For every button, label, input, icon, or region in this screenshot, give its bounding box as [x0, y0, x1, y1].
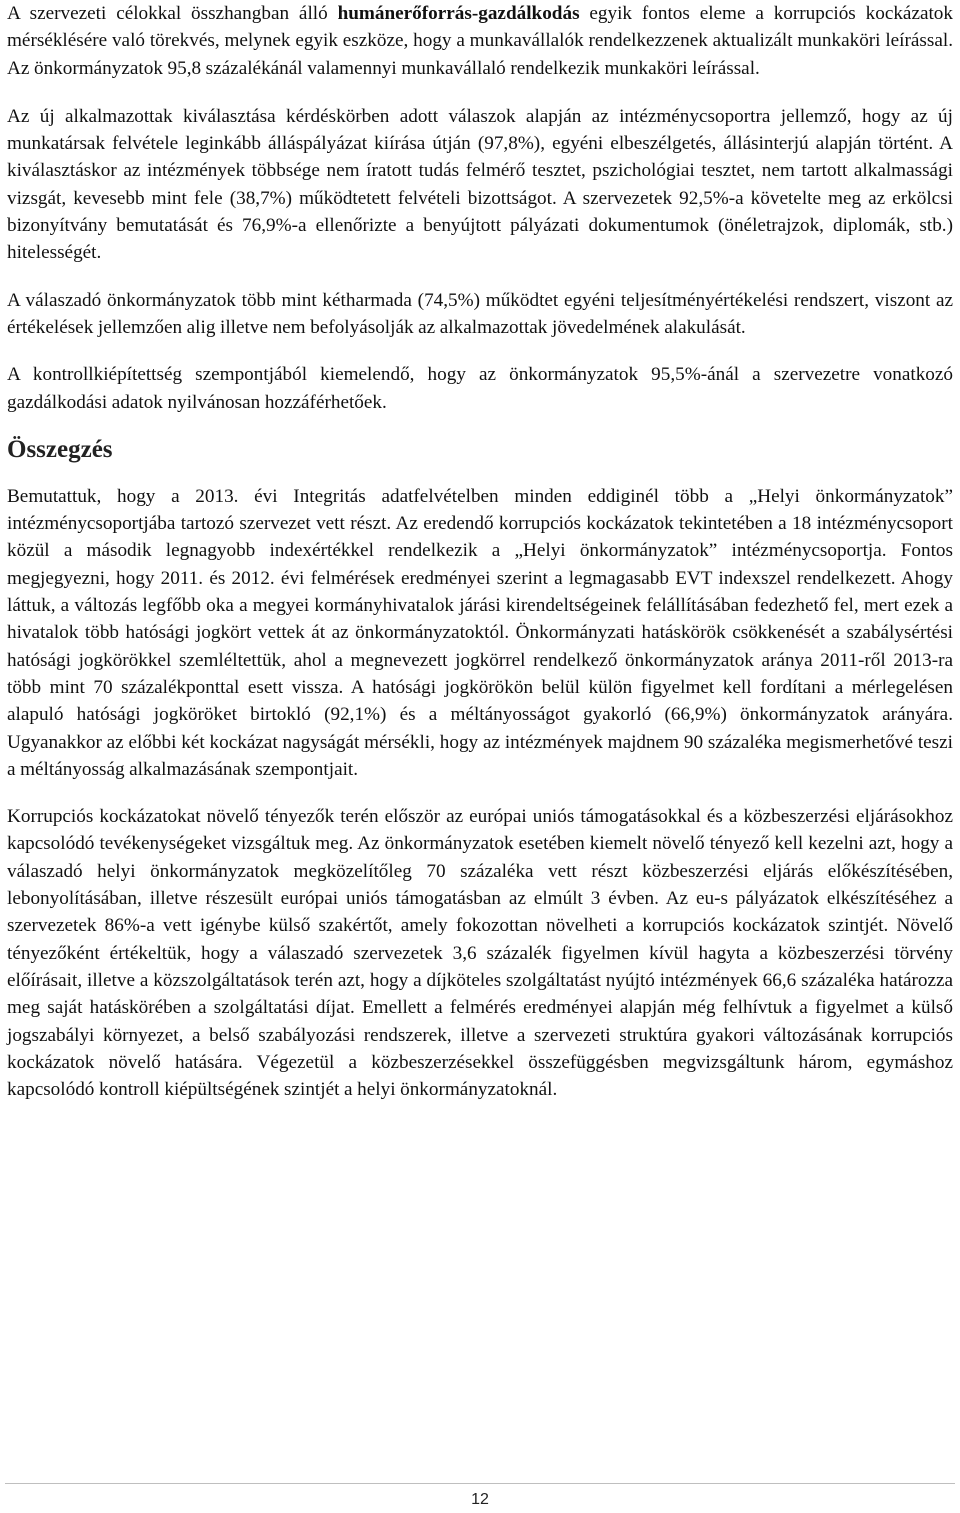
section-heading-summary: Összegzés [7, 435, 113, 463]
paragraph-hr-rest: egyik fontos eleme a korrupciós kockázatok mérséklésére való törekvés, melynek egyik eszköze, hogy a munkavállalók rendelkezzenek aktualizált munkaköri leírással. Az önkormányzatok 95,8 százalékánál valamennyi munkavállaló rendelkezik munkaköri leírással. [7, 3, 953, 79]
paragraph-hr-bold-term: humánerőforrás-gazdálkodás [337, 3, 580, 24]
paragraph-summary-inherent-risks: Bemutattuk, hogy a 2013. évi Integritás adatfelvételben minden eddiginél több a „Helyi önkormányzatok” intézménycsoportjába tartozó szervezet vett részt. Az eredendő korrupciós kockázatok tekintetében a 18 intézménycsoport közül a második legnagyobb indexértékkel rendelkezik a „Helyi önkormányzatok” intézménycsoportja. Fontos megjegyezni, hogy 2011. és 2012. évi felmérések eredményei szerint a legmagasabb EVT indexszel rendelkezett. Ahogy láttuk, a változás legfőbb oka a megyei kormányhivatalok járási kirendeltségeinek felállításában fedezhető fel, mert ezek a hivatalok több hatósági jogkört vettek át az önkormányzatoktól. Önkormányzati hatáskörök csökkenését a szabálysértési hatósági jogkörökkel szemléltettük, ahol a megnevezett jogkörrel rendelkező önkormányzatok aránya 2011-ről 2013-ra több mint 70 százalékponttal esett vissza. A hatósági jogkörökön belül külön figyelmet kell fordítani a mérlegelésen alapuló hatósági jogköröket birtokló (92,1%) és a méltányosságot gyakorló (66,9%) önkormányzatok arányára. Ugyanakkor az előbbi két kockázat nagyságát mérsékli, hogy az intézmények majdnem 90 százaléka megismerhetővé teszi a méltányosság alkalmazásának szempontjait. [7, 485, 953, 780]
paragraph-summary-risk-increasing-factors: Korrupciós kockázatokat növelő tényezők terén először az európai uniós támogatásokkal és a közbeszerzési eljárásokhoz kapcsolódó tevékenységeket vizsgáltuk meg. Az önkormányzatok esetében kiemelt növelő tényező kell kezelni azt, hogy a válaszadó helyi önkormányzatok megközelítőleg 70 százaléka vett részt közbeszerzési eljárás előkészítésében, lebonyolításában, illetve részesült európai uniós támogatásban az elmúlt 3 évben. Az eu-s pályázatok elkészítéséhez a szervezetek 86%-a vett igénybe külső szakértőt, amely fokozottan növelheti a korrupciós kockázatok szintjét. Növelő tényezőként értékeltük, hogy a válaszadó szervezetek 3,6 százalék figyelmen kívül hagyta a közbeszerzési törvény előírásait, illetve a közszolgáltatások terén azt, hogy a díjköteles szolgáltatást nyújtó intézmények 66,6 százaléka határozza meg saját hatáskörében a szolgáltatási díjat. Emellett a felmérés eredményei alapján még felhívtuk a figyelmet a külső jogszabályi környezet, a belső szabályozási rendszerek, illetve a szervezeti struktúra gyakori változásának korrupciós kockázatok növelő hatására. Végezetül a közbeszerzésekkel összefüggésben megvizsgáltunk három, egymáshoz kapcsolódó kontroll kiépültségének szintjét a helyi önkormányzatoknál. [7, 806, 953, 1101]
paragraph-recruitment: Az új alkalmazottak kiválasztása kérdéskörben adott válaszok alapján az intézménycsoportra jellemző, hogy az új munkatársak felvétele leginkább álláspályázat kiírása útján (97,8%), egyéni elbeszélgetés, állásinterjú alapján történt. A kiválasztáskor az intézmények többsége nem íratott tudás felmérő tesztet, pszichológiai tesztet, nem tartott alkalmassági vizsgát, kevesebb mint fele (38,7%) működtetett felvételi bizottságot. A szervezetek 92,5%-a követelte meg az erkölcsi bizonyítvány bemutatását és 76,9%-a ellenőrizte a benyújtott pályázati dokumentumok (önéletrajzok, diplomák, stb.) hitelességét. [7, 105, 953, 264]
document-page [7, 0, 953, 1103]
paragraph-performance-evaluation: A válaszadó önkormányzatok több mint kétharmada (74,5%) működtet egyéni teljesítményértékelési rendszert, viszont az értékelések jellemzően alig illetve nem befolyásolják az alkalmazottak jövedelmének alakulását. [7, 289, 953, 338]
paragraph-hr-management [7, 0, 953, 82]
paragraph-hr-intro: A szervezeti célokkal összhangban álló [7, 3, 338, 24]
paragraph-control-framework: A kontrollkiépítettség szempontjából kiemelendő, hogy az önkormányzatok 95,5%-ánál a szervezetre vonatkozó gazdálkodási adatok nyilvánosan hozzáférhetőek. [7, 364, 953, 413]
footer-divider [5, 1483, 955, 1484]
page-number: 12 [471, 1491, 489, 1508]
